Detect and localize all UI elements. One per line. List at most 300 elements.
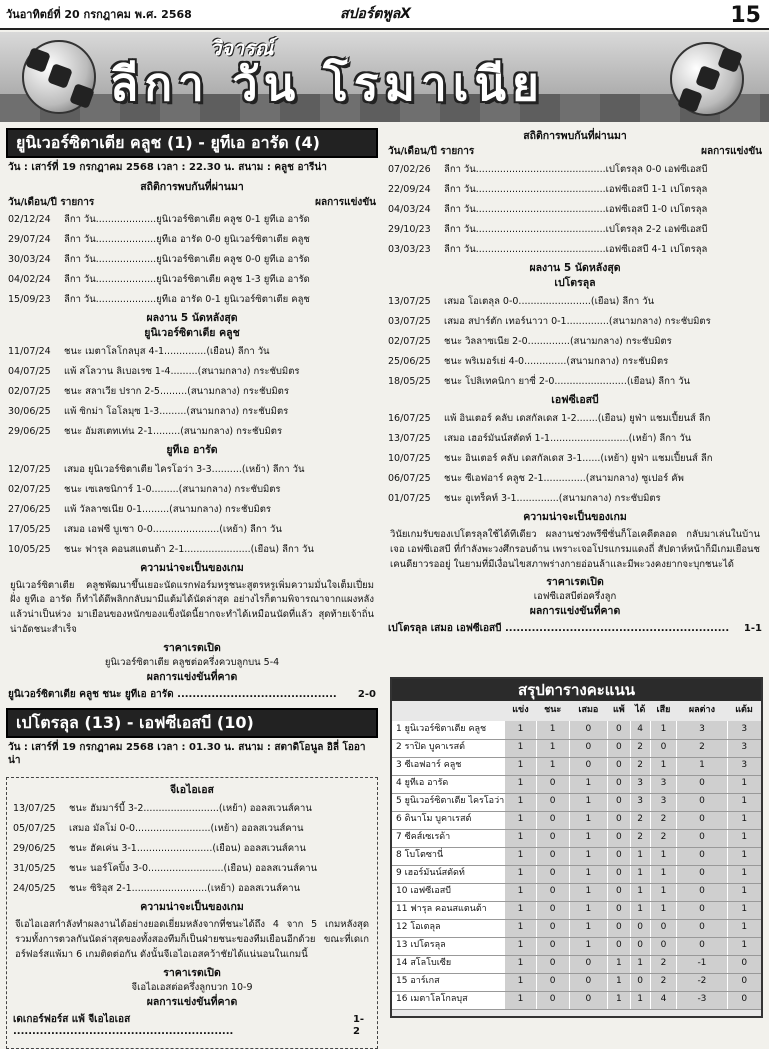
stat-cell: 1 [569,883,607,901]
match-3-prediction-line [11,1011,373,1042]
match-1-title: ยูนิเวอร์ซิตาเตีย คลูช (1) - ยูทีเอ อารัด (4) [6,128,378,158]
stat-cell: 0 [569,721,607,739]
m2-analysis-heading: ความน่าจะเป็นของเกม [523,511,627,523]
row-detail: ลีกา วัน....................ยูทีเอ อารัด 0-1 ยูนิเวอร์ซิตาเตีย คลูช [64,294,310,306]
brand-logo: สปอร์ตพูลX [340,6,412,22]
stat-cell: 0 [536,829,569,847]
row-detail: แพ้ ซิกม่า โอโลมุซ 1-3.........(สนามกลาง) กระชับมิตร [64,406,289,418]
table-row [392,721,761,739]
stat-cell: 3 [727,739,761,757]
list-item [386,200,764,220]
team-name: 1 ยูนิเวอร์ซิตาเตีย คลูช [392,721,505,739]
stat-cell: 1 [536,721,569,739]
m2-h2h-heading: สถิติการพบกันที่ผ่านมา [523,130,627,142]
team-name: 12 โอเตลุล [392,919,505,937]
stat-cell: 0 [608,829,631,847]
stat-cell: 2 [650,973,677,991]
page-header [0,0,769,30]
row-detail: ลีกา วัน....................ยูทีเอ อารัด 0-0 ยูนิเวอร์ซิตาเตีย คลูช [64,234,310,246]
list-item [6,520,378,540]
row-detail: ลีกา วัน...........................................เปโตรลุล 2-2 เอฟซีเอสบี [444,223,708,235]
stat-cell: 3 [677,721,727,739]
stat-cell: 1 [630,865,650,883]
stat-cell: 0 [536,919,569,937]
m2-h2h-header-right: ผลการแข่งขัน [701,146,762,158]
m2-price-text: เอฟซีเอสบีต่อครึ่งลูก [533,591,617,603]
stat-cell: 0 [536,865,569,883]
table-row [392,811,761,829]
stat-cell: 1 [505,937,537,955]
stat-cell: 0 [677,937,727,955]
stat-cell: 0 [727,991,761,1009]
stat-cell: 1 [569,865,607,883]
list-item [386,489,764,509]
row-date: 02/12/24 [8,214,51,226]
price-text: ยูนิเวอร์ซิตาเตีย คลูชต่อครึ่งควบลูกบน 5-4 [104,656,280,668]
match-2-title: เปโตรลุล (13) - เอฟซีเอสบี (10) [6,708,378,738]
row-date: 31/05/25 [13,863,56,875]
m2-h2h-column-header [386,145,764,160]
list-item [386,292,764,312]
standings-column-header: แต้ม [735,705,753,716]
standings-column-header: แข่ง [512,705,529,716]
table-row [392,883,761,901]
stat-cell: 2 [630,739,650,757]
stat-cell: 1 [569,901,607,919]
stat-cell: 2 [630,757,650,775]
m2-form-list-team-b [386,409,764,509]
match-2-venue: วัน : เสาร์ที่ 19 กรกฎาคม 2568 เวลา : 01.30 น. สนาม : สตาดิโอนูล อิลี่ โออาน่า [8,742,366,766]
match-3-prediction-text: เดเกอร์ฟอร์ส แพ้ จีเอไอเอส .......................................................... [13,1013,234,1038]
row-detail: ลีกา วัน....................ยูนิเวอร์ซิตาเตีย คลูช 0-0 ยูทีเอ อารัด [64,254,310,266]
list-item [6,210,378,230]
list-item [386,312,764,332]
h2h-header-right: ผลการแข่งขัน [315,196,376,208]
stat-cell: 1 [630,991,650,1009]
row-date: 17/05/25 [8,523,51,535]
banner-subtitle: วิจารณ์ [210,36,274,60]
row-date: 05/07/25 [13,823,56,835]
stat-cell: 4 [630,721,650,739]
stat-cell: 1 [630,901,650,919]
list-item [6,342,378,362]
stat-cell: 0 [569,973,607,991]
m2-form-heading: ผลงาน 5 นัดหลังสุด [529,261,621,274]
m2-team-b-heading: เอฟซีเอสบี [551,393,599,406]
stat-cell: 0 [536,811,569,829]
row-detail: ลีกา วัน...........................................เอฟซีเอสบี 1-1 เปโตรลุล [444,183,708,195]
stat-cell: 1 [727,775,761,793]
standings-column-header: ชนะ [544,705,562,716]
row-date: 12/07/25 [8,463,51,475]
table-row [392,973,761,991]
stat-cell: 0 [630,919,650,937]
row-detail: ชนะ อัมสเตทเท่น 2-1.........(สนามกลาง) กระชับมิตร [64,426,283,438]
stat-cell: 0 [536,847,569,865]
title-banner [0,32,769,122]
stat-cell: 2 [650,955,677,973]
stat-cell: 0 [536,991,569,1009]
list-item [11,879,373,899]
stat-cell: 1 [505,811,537,829]
stat-cell: 1 [650,757,677,775]
table-row [392,937,761,955]
m2-h2h-list [386,160,764,260]
table-row [392,991,761,1009]
stat-cell: 0 [608,937,631,955]
row-date: 25/06/25 [388,355,431,367]
stat-cell: 0 [536,973,569,991]
row-date: 29/07/24 [8,234,51,246]
row-date: 22/09/24 [388,183,431,195]
list-item [386,240,764,260]
standings-column-header: ผลต่าง [688,705,715,716]
stat-cell: 1 [650,883,677,901]
stat-cell: 0 [650,739,677,757]
row-date: 18/05/25 [388,375,431,387]
row-date: 29/06/25 [8,426,51,438]
row-detail: ชนะ นอร์โคปิ้ง 3-0.........................(เยือน) ออลสเวนส์คาน [69,863,318,875]
stat-cell: 2 [677,739,727,757]
stat-cell: 1 [569,775,607,793]
table-row [392,901,761,919]
left-column [6,128,378,1049]
list-item [386,352,764,372]
stat-cell: 0 [608,811,631,829]
stat-cell: 0 [608,775,631,793]
stat-cell: 1 [630,847,650,865]
row-date: 01/07/25 [388,493,431,505]
issue-date: วันอาทิตย์ที่ 20 กรกฎาคม พ.ศ. 2568 [6,8,192,21]
stat-cell: 0 [569,955,607,973]
row-date: 15/09/23 [8,294,51,306]
stat-cell: 1 [727,937,761,955]
stat-cell: -1 [677,955,727,973]
h2h-column-header [6,196,378,211]
row-detail: ชนะ ซีเอฟอาร์ คลูช 2-1..............(สนามกลาง) ซูเปอร์ คัพ [444,473,684,485]
stat-cell: 1 [536,757,569,775]
list-item [11,859,373,879]
team-name: 9 เฮอร์มันน์สตัดท์ [392,865,505,883]
stat-cell: 1 [608,991,631,1009]
stat-cell: 3 [630,793,650,811]
stat-cell: 1 [727,847,761,865]
page-number: 15 [730,3,761,28]
list-item [6,460,378,480]
stat-cell: 0 [608,793,631,811]
match-3-analysis-text: จีเอไอเอสกำลังทำผลงานได้อย่างยอดเยี่ยมหลังจากที่ชนะได้ถึง 4 จาก 5 เกมหลังสุด รวมทั้งการตวลกันนัดล่าสุดของทั้งสองทีมก็เป็นฝ่ายชนะของทีมเยือนอีกด้วย ขณะที่เดเกอร์ฟอร์สแพ้มา 6 เกมติดต่อกัน ดังนั้นจีเอไอเอสคว้าชัยได้แน่นอนในเกมนี้ [15,919,369,960]
stat-cell: 1 [536,739,569,757]
row-detail: เสมอ สปาร์ตัก เทอร์นาวา 0-1..............(สนามกลาง) กระชับมิตร [444,315,711,327]
match-3-box [6,777,378,1049]
match-3-price-text: จีเอไอเอสต่อครึ่งลูกบวก 10-9 [131,981,253,993]
stat-cell: 1 [650,865,677,883]
row-detail: แพ้ สโลวาน ลิเบอเรซ 1-4.........(สนามกลาง) กระชับมิตร [64,366,300,378]
stat-cell: 0 [677,847,727,865]
stat-cell: 1 [727,811,761,829]
football-icon [22,40,96,114]
list-item [6,480,378,500]
row-detail: ชนะ พริเมอร์เย่ 4-0..............(สนามกลาง) กระชับมิตร [444,355,669,367]
list-item [386,449,764,469]
table-row [392,829,761,847]
team-column-header [392,701,505,721]
row-detail: ชนะ วิลลาซเนีย 2-0..............(สนามกลาง) กระชับมิตร [444,335,672,347]
row-detail: ชนะ อินเตอร์ คลับ เดสกัลเดส 3-1......(เหย้า) ยูฟ่า แชมเปี้ยนส์ ลีก [444,453,713,465]
stat-cell: 1 [569,919,607,937]
table-row [392,955,761,973]
row-date: 02/07/25 [8,386,51,398]
m2-price-heading: ราคาเรตเปิด [546,576,604,589]
row-date: 30/03/24 [8,254,51,266]
stat-cell: 3 [727,757,761,775]
stat-cell: 1 [569,811,607,829]
stat-cell: 0 [536,901,569,919]
stat-cell: 1 [608,973,631,991]
stat-cell: 0 [608,919,631,937]
stat-cell: 1 [677,757,727,775]
stat-cell: 0 [677,793,727,811]
stat-cell: 2 [630,811,650,829]
stat-cell: 1 [608,955,631,973]
stat-cell: 1 [505,793,537,811]
stat-cell: 0 [608,847,631,865]
stat-cell: 0 [608,739,631,757]
row-date: 11/07/24 [8,346,51,358]
h2h-list [6,210,378,310]
list-item [6,270,378,290]
standings-table-panel [390,677,763,1018]
row-detail: เสมอ เฮอร์มันน์สตัดท์ 1-1..........................(เหย้า) ลีกา วัน [444,433,692,445]
table-row [392,775,761,793]
stat-cell: 0 [569,757,607,775]
table-row [392,847,761,865]
team-name: 4 ยูทีเอ อารัด [392,775,505,793]
list-item [386,409,764,429]
stat-cell: 2 [650,829,677,847]
stat-cell: 0 [608,901,631,919]
stat-cell: 1 [630,883,650,901]
match-1-venue: วัน : เสาร์ที่ 19 กรกฎาคม 2568 เวลา : 22.30 น. สนาม : คลูช อารีน่า [8,162,327,173]
row-date: 02/07/25 [8,483,51,495]
stat-cell: 1 [505,847,537,865]
match-3-team-heading: จีเอไอเอส [170,784,214,797]
list-item [386,220,764,240]
stat-cell: 0 [536,883,569,901]
standings-table [392,701,761,1010]
stat-cell: 2 [630,829,650,847]
stat-cell: 4 [650,991,677,1009]
stat-cell: 0 [569,991,607,1009]
list-item [386,469,764,489]
team-name: 7 ซีคส์เซเรด้า [392,829,505,847]
stat-cell: 0 [608,721,631,739]
stat-cell: 1 [505,757,537,775]
row-detail: เสมอ ยูนิเวอร์ซิตาเตีย ไครโอว่า 3-3..........(เหย้า) ลีกา วัน [64,463,305,475]
stat-cell: 0 [727,955,761,973]
list-item [6,500,378,520]
stat-cell: 1 [569,847,607,865]
list-item [6,540,378,560]
stat-cell: 1 [505,775,537,793]
right-column [386,128,764,639]
team-name: 14 สโลโบเซีย [392,955,505,973]
m2-analysis-text: วินัยเกมรับของเปโตรลุลใช้ได้ทีเดียว ผลงานช่วงพรีซีซั่นก็โอเคดีตลอด กลับมาเล่นในบ้านเจอ เอฟซีเอสบี ที่กำลังพะวงศึกรอบด้าน เพราะเจอโปรแกรมแดงถี่ สัปดาห์หน้าก็มีเกมเยือนชเคนดียาวรออยู่ ในยามที่มีเงื่อนไขสภาพร่างกายอ่อนล้าและมีพะวงคงยากจะบุกชนะได้ [390,529,760,570]
stat-cell: 1 [569,793,607,811]
row-date: 04/02/24 [8,274,51,286]
list-item [6,422,378,442]
h2h-header-left: วัน/เดือน/ปี รายการ [8,196,95,208]
row-detail: ชนะ เมตาโลโกลบุส 4-1..............(เยือน) ลีกา วัน [64,346,270,358]
team-a-heading: ยูนิเวอร์ซิตาเตีย คลูช [144,327,240,340]
standings-column-header: แพ้ [612,705,625,716]
prediction-line [6,686,378,705]
row-detail: ชนะ ฟารุล คอนสแตนต้า 2-1......................(เยือน) ลีกา วัน [64,543,314,555]
h2h-heading: สถิติการพบกันที่ผ่านมา [140,180,244,193]
row-detail: แพ้ อินเตอร์ คลับ เดสกัลเดส 1-2.......(เยือน) ยูฟ่า แชมเปี้ยนส์ ลีก [444,413,711,425]
team-name: 2 ราปิด บูคาเรสต์ [392,739,505,757]
row-detail: ชนะ อูเทร็คท์ 3-1..............(สนามกลาง) กระชับมิตร [444,493,661,505]
row-detail: แพ้ วัลลาซเนีย 0-1.........(สนามกลาง) กระชับมิตร [64,503,272,515]
row-date: 03/07/25 [388,315,431,327]
row-detail: ชนะ ฮัมมาร์บี้ 3-2.........................(เหย้า) ออลสเวนส์คาน [69,803,312,815]
list-item [6,250,378,270]
table-row [392,793,761,811]
row-date: 29/06/25 [13,843,56,855]
stat-cell: 3 [630,775,650,793]
stat-cell: 3 [727,721,761,739]
stat-cell: 1 [650,901,677,919]
stat-cell: 0 [677,865,727,883]
stat-cell: 0 [608,757,631,775]
list-item [6,230,378,250]
stat-cell: 0 [536,955,569,973]
list-item [386,332,764,352]
row-detail: ลีกา วัน...........................................เอฟซีเอสบี 1-0 เปโตรลุล [444,203,708,215]
list-item [386,180,764,200]
stat-cell: 1 [505,919,537,937]
form-list-team-a [6,342,378,442]
team-name: 13 เปโตรลุล [392,937,505,955]
stat-cell: 0 [677,829,727,847]
m2-prediction-text: เปโตรลุล เสมอ เอฟซีเอสบี ........................................................... [388,623,730,635]
row-date: 29/10/23 [388,223,431,235]
list-item [11,799,373,819]
table-row [392,919,761,937]
price-heading: ราคาเรตเปิด [163,641,221,654]
row-date: 13/07/25 [388,433,431,445]
list-item [6,290,378,310]
prediction-text: ยูนิเวอร์ซิตาเตีย คลูช ชนะ ยูทีเอ อารัด .......................................... [8,688,337,700]
stat-cell: 0 [677,883,727,901]
stat-cell: 1 [727,883,761,901]
row-detail: ชนะ โปลิเทคนิกา ยาซี่ 2-0........................(เยือน) ลีกา วัน [444,375,691,387]
team-name: 6 ดินาโม บูคาเรสต์ [392,811,505,829]
stat-cell: 1 [650,721,677,739]
team-name: 10 เอฟซีเอสบี [392,883,505,901]
row-detail: เสมอ เอฟซี บูเซา 0-0......................(เหย้า) ลีกา วัน [64,523,282,535]
stat-cell: 0 [630,937,650,955]
banner-title: ลีกา วัน โรมาเนีย [110,57,545,111]
row-detail: ลีกา วัน...........................................เอฟซีเอสบี 4-1 เปโตรลุล [444,243,708,255]
row-date: 16/07/25 [388,413,431,425]
team-name: 8 โบโตซานี่ [392,847,505,865]
prediction-heading: ผลการแข่งขันที่คาด [146,670,238,683]
stat-cell: -3 [677,991,727,1009]
row-detail: เสมอ มัลโม่ 0-0.........................(เหย้า) ออลสเวนส์คาน [69,823,304,835]
table-row [392,739,761,757]
team-name: 15 อาร์เกส [392,973,505,991]
m2-h2h-header-left: วัน/เดือน/ปี รายการ [388,146,475,158]
row-detail: ชนะ ซิริอุส 2-1.........................(เหย้า) ออลสเวนส์คาน [69,883,301,895]
stat-cell: 1 [727,865,761,883]
stat-cell: 1 [569,937,607,955]
standings-title: สรุปตารางคะแนน [392,679,761,701]
team-name: 5 ยูนิเวอร์ซิตาเตีย ไครโอว่า [392,793,505,811]
table-row [392,865,761,883]
m2-prediction-heading: ผลการแข่งขันที่คาด [529,605,621,618]
stat-cell: 1 [505,829,537,847]
row-date: 10/05/25 [8,543,51,555]
stat-cell: 0 [677,919,727,937]
stat-cell: 1 [505,901,537,919]
match-3-form-list [11,799,373,899]
m2-team-a-heading: เปโตรลุล [554,276,596,289]
row-date: 04/03/24 [388,203,431,215]
analysis-heading: ความน่าจะเป็นของเกม [140,561,244,574]
stat-cell: 1 [727,793,761,811]
row-date: 07/02/26 [388,163,431,175]
stat-cell: 1 [505,991,537,1009]
stat-cell: 0 [677,901,727,919]
stat-cell: 0 [650,919,677,937]
stat-cell: 0 [630,973,650,991]
stat-cell: 0 [569,739,607,757]
match-3-analysis-heading: ความน่าจะเป็นของเกม [140,901,244,914]
stat-cell: 0 [677,775,727,793]
list-item [386,372,764,392]
stat-cell: -2 [677,973,727,991]
stat-cell: 0 [536,793,569,811]
list-item [6,362,378,382]
stat-cell: 1 [505,739,537,757]
standings-column-header: เสมอ [578,705,599,716]
m2-prediction-line [386,620,764,639]
row-date: 30/06/25 [8,406,51,418]
row-date: 03/03/23 [388,243,431,255]
form-list-team-b [6,460,378,560]
row-detail: ลีกา วัน....................ยูนิเวอร์ซิตาเตีย คลูช 1-3 ยูทีเอ อารัด [64,274,310,286]
stat-cell: 2 [650,811,677,829]
row-date: 27/06/25 [8,503,51,515]
row-date: 04/07/25 [8,366,51,378]
stat-cell: 1 [650,847,677,865]
row-detail: ลีกา วัน....................ยูนิเวอร์ซิตาเตีย คลูช 0-1 ยูทีเอ อารัด [64,214,310,226]
team-name: 3 ซีเอฟอาร์ คลูช [392,757,505,775]
row-detail: ลีกา วัน...........................................เปโตรลุล 0-0 เอฟซีเอสบี [444,163,708,175]
stat-cell: 1 [727,901,761,919]
stat-cell: 0 [536,937,569,955]
m2-prediction-score: 1-1 [743,623,762,635]
stat-cell: 0 [536,775,569,793]
match-3-prediction-score: 1-2 [352,1013,365,1038]
list-item [6,402,378,422]
team-b-heading: ยูทีเอ อารัด [166,444,218,457]
stat-cell: 1 [505,865,537,883]
prediction-score: 2-0 [357,688,376,700]
stat-cell: 1 [727,829,761,847]
stat-cell: 0 [608,883,631,901]
